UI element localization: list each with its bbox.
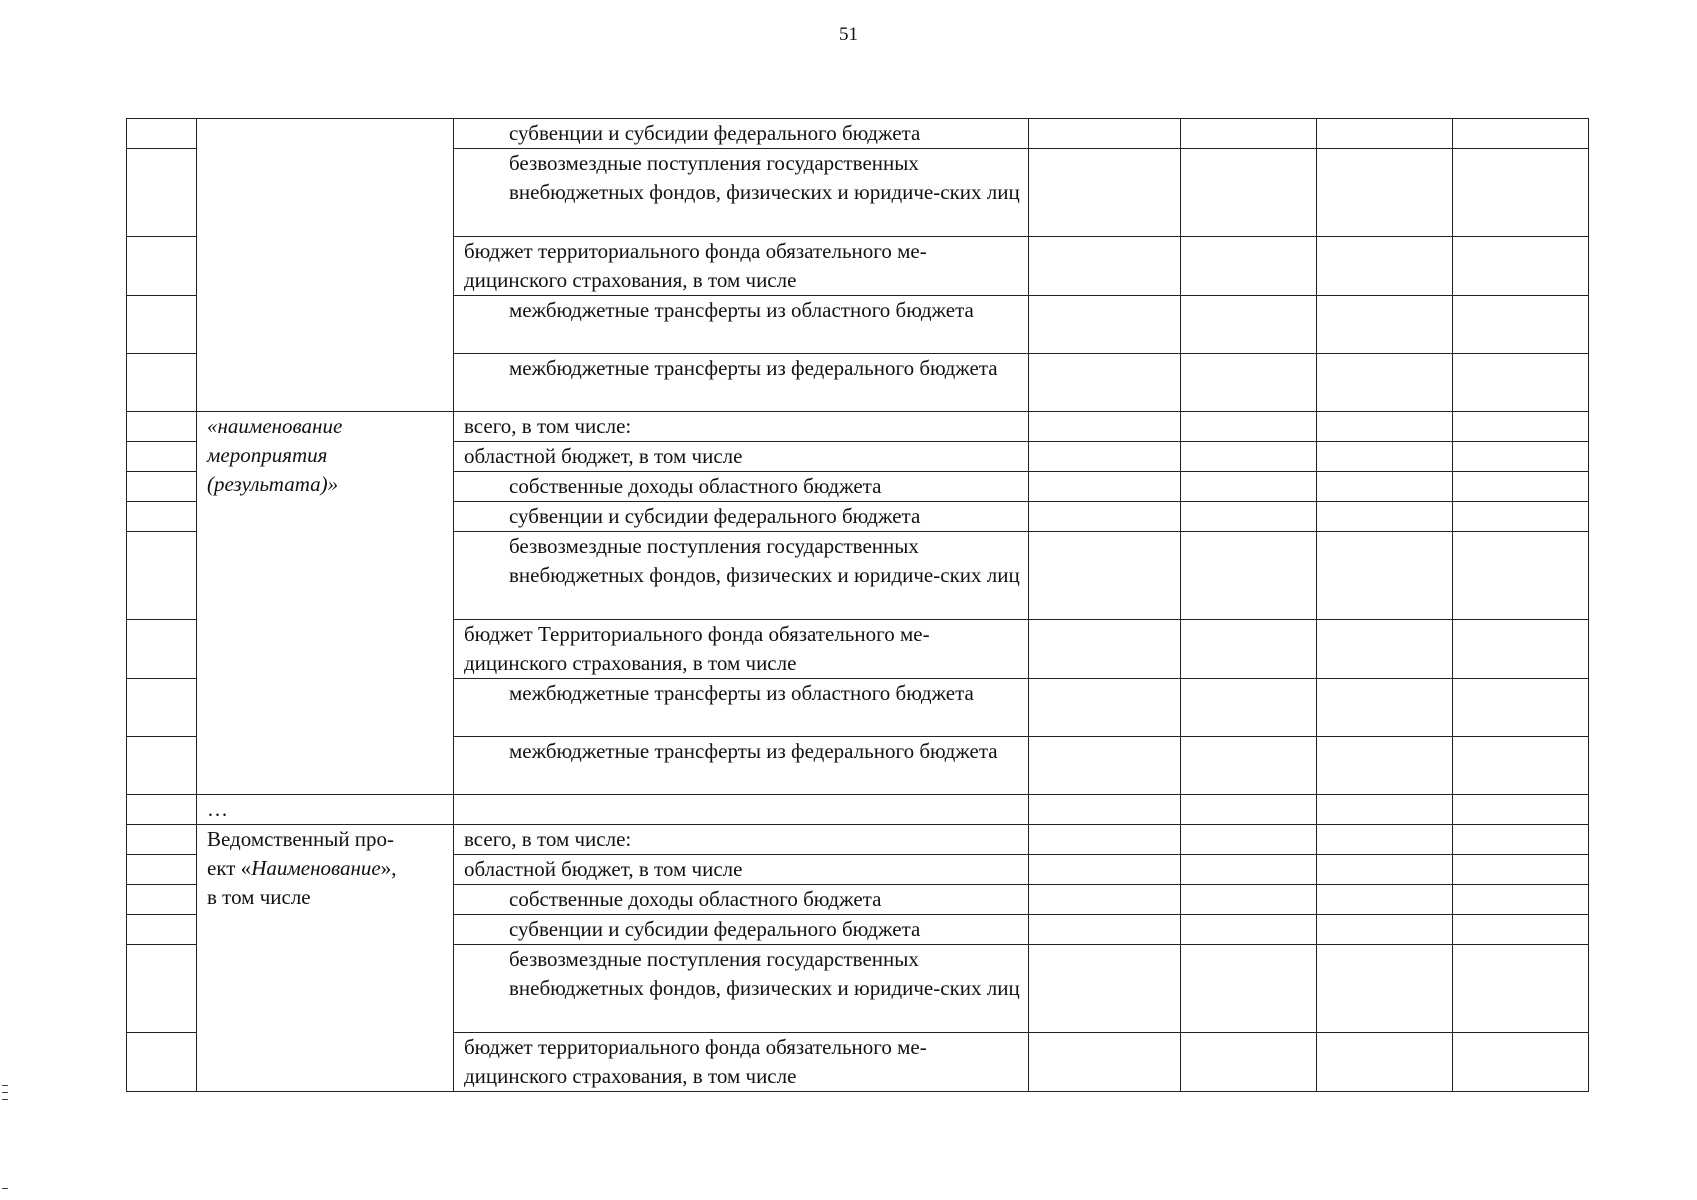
row-number-cell [127,354,197,412]
amount-cell [1181,885,1317,915]
amount-cell [1317,354,1453,412]
table-row [127,795,1589,825]
amount-cell [1029,149,1181,237]
amount-cell [1453,442,1589,472]
amount-cell [1453,915,1589,945]
amount-cell [1029,679,1181,737]
scan-mark [2,1085,8,1086]
funding-source-cell: всего, в том числе: [454,825,1029,855]
table-row [127,412,1589,442]
amount-cell [1181,149,1317,237]
amount-cell [1029,915,1181,945]
financing-table [126,118,1589,1092]
item-name-line: «наименование [207,414,343,438]
amount-cell [1181,795,1317,825]
row-number-cell [127,795,197,825]
amount-cell [1453,237,1589,296]
funding-source-cell: областной бюджет, в том числе [454,442,1029,472]
amount-cell [1029,620,1181,679]
funding-source-cell: межбюджетные трансферты из федерального бюджета [454,354,1029,412]
amount-cell [1453,737,1589,795]
amount-cell [1453,296,1589,354]
amount-cell [1317,737,1453,795]
row-number-cell [127,855,197,885]
amount-cell [1317,885,1453,915]
row-number-cell [127,679,197,737]
item-name-fragment: Наименование [251,856,381,880]
amount-cell [1453,354,1589,412]
item-name-fragment: в том числе [207,885,311,909]
funding-source-cell: всего, в том числе: [454,412,1029,442]
amount-cell [1181,855,1317,885]
row-number-cell [127,620,197,679]
amount-cell [1181,296,1317,354]
amount-cell [1317,620,1453,679]
item-name-line: мероприятия [207,443,328,467]
amount-cell [1029,119,1181,149]
page-number: 51 [839,24,858,45]
row-number-cell [127,119,197,149]
table-row [127,825,1589,855]
amount-cell [1181,679,1317,737]
amount-cell [1029,737,1181,795]
funding-source-cell [454,795,1029,825]
funding-source-cell: безвозмездные поступления государственных внебюджетных фондов, физических и юридиче-ских лиц [454,945,1029,1033]
amount-cell [1317,1033,1453,1092]
amount-cell [1181,945,1317,1033]
amount-cell [1181,737,1317,795]
amount-cell [1453,472,1589,502]
amount-cell [1029,354,1181,412]
funding-source-cell: собственные доходы областного бюджета [454,885,1029,915]
item-name-cell [197,825,454,1092]
amount-cell [1029,855,1181,885]
row-number-cell [127,885,197,915]
amount-cell [1029,945,1181,1033]
amount-cell [1181,915,1317,945]
amount-cell [1029,825,1181,855]
amount-cell [1317,296,1453,354]
row-number-cell [127,1033,197,1092]
scan-mark [2,1188,8,1189]
amount-cell [1029,532,1181,620]
amount-cell [1029,442,1181,472]
amount-cell [1317,119,1453,149]
row-number-cell [127,472,197,502]
amount-cell [1317,795,1453,825]
amount-cell [1317,945,1453,1033]
row-number-cell [127,442,197,472]
funding-source-cell: субвенции и субсидии федерального бюджета [454,915,1029,945]
amount-cell [1181,472,1317,502]
amount-cell [1453,885,1589,915]
funding-source-cell: безвозмездные поступления государственных внебюджетных фондов, физических и юридиче-ских лиц [454,532,1029,620]
amount-cell [1453,149,1589,237]
row-number-cell [127,296,197,354]
amount-cell [1317,532,1453,620]
amount-cell [1317,855,1453,885]
row-number-cell [127,412,197,442]
amount-cell [1181,620,1317,679]
amount-cell [1029,885,1181,915]
amount-cell [1181,532,1317,620]
amount-cell [1453,679,1589,737]
row-number-cell [127,532,197,620]
amount-cell [1181,354,1317,412]
row-number-cell [127,945,197,1033]
amount-cell [1453,119,1589,149]
amount-cell [1181,502,1317,532]
amount-cell [1029,412,1181,442]
amount-cell [1029,1033,1181,1092]
amount-cell [1453,855,1589,885]
row-number-cell [127,915,197,945]
amount-cell [1029,502,1181,532]
amount-cell [1317,915,1453,945]
item-name-cell [197,795,454,825]
amount-cell [1317,237,1453,296]
funding-source-cell: межбюджетные трансферты из федерального бюджета [454,737,1029,795]
funding-source-cell: безвозмездные поступления государственных внебюджетных фондов, физических и юридиче-ских лиц [454,149,1029,237]
scan-mark [2,1092,8,1093]
amount-cell [1317,472,1453,502]
row-number-cell [127,825,197,855]
item-name-fragment: ект « [207,856,252,880]
item-name-cell [197,119,454,412]
funding-source-cell: межбюджетные трансферты из областного бюджета [454,296,1029,354]
funding-source-cell: бюджет Территориального фонда обязательного ме-дицинского страхования, в том числе [454,620,1029,679]
row-number-cell [127,149,197,237]
amount-cell [1029,296,1181,354]
amount-cell [1317,442,1453,472]
item-name-fragment: Ведомственный про- [207,827,395,851]
item-name-line: … [207,797,228,821]
amount-cell [1181,1033,1317,1092]
amount-cell [1317,825,1453,855]
amount-cell [1453,795,1589,825]
amount-cell [1181,825,1317,855]
amount-cell [1317,149,1453,237]
funding-source-cell: бюджет территориального фонда обязательного ме-дицинского страхования, в том числе [454,237,1029,296]
amount-cell [1453,945,1589,1033]
amount-cell [1453,620,1589,679]
funding-source-cell: областной бюджет, в том числе [454,855,1029,885]
row-number-cell [127,237,197,296]
amount-cell [1181,412,1317,442]
amount-cell [1317,502,1453,532]
funding-source-cell: межбюджетные трансферты из областного бюджета [454,679,1029,737]
scan-mark [2,1099,8,1100]
amount-cell [1029,472,1181,502]
funding-source-cell: субвенции и субсидии федерального бюджета [454,502,1029,532]
table-row [127,119,1589,149]
amount-cell [1317,679,1453,737]
row-number-cell [127,737,197,795]
row-number-cell [127,502,197,532]
item-name-line [207,854,443,883]
amount-cell [1181,442,1317,472]
amount-cell [1181,237,1317,296]
amount-cell [1453,1033,1589,1092]
amount-cell [1029,795,1181,825]
funding-source-cell: собственные доходы областного бюджета [454,472,1029,502]
amount-cell [1029,237,1181,296]
amount-cell [1453,825,1589,855]
item-name-line [207,883,443,912]
amount-cell [1181,119,1317,149]
amount-cell [1453,412,1589,442]
item-name-fragment: », [380,856,397,880]
funding-source-cell: бюджет территориального фонда обязательного ме-дицинского страхования, в том числе [454,1033,1029,1092]
funding-source-cell: субвенции и субсидии федерального бюджета [454,119,1029,149]
amount-cell [1453,532,1589,620]
item-name-cell [197,412,454,795]
amount-cell [1453,502,1589,532]
amount-cell [1317,412,1453,442]
item-name-line [207,825,443,854]
item-name-line: (результата)» [207,472,339,496]
